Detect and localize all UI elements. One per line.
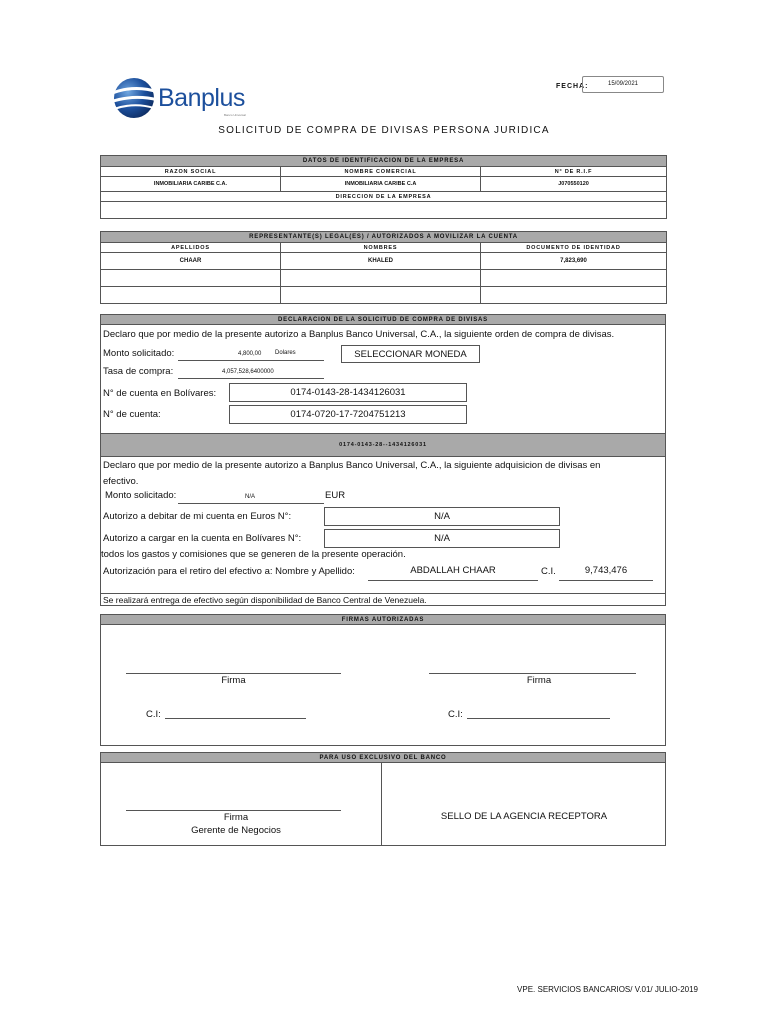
representantes-table bbox=[100, 231, 667, 304]
nombres-field[interactable] bbox=[281, 287, 481, 304]
apellidos-field[interactable]: CHAAR bbox=[101, 253, 281, 270]
entrega-note: Se realizará entrega de efectivo según disponibilidad de Banco Central de Venezuela. bbox=[103, 595, 427, 605]
retiro-ci-field[interactable]: 9,743,476 bbox=[559, 565, 653, 581]
ci-label-right: C.I: bbox=[448, 709, 463, 720]
table-row bbox=[101, 253, 667, 270]
footer-text: VPE. SERVICIOS BANCARIOS/ V.01/ JULIO-2019 bbox=[517, 985, 698, 994]
column-header: NOMBRES bbox=[281, 243, 481, 253]
direccion-label: DIRECCION DE LA EMPRESA bbox=[101, 192, 667, 202]
direccion-field[interactable] bbox=[101, 202, 667, 219]
efectivo-text-line2: efectivo. bbox=[103, 476, 139, 487]
banplus-logo bbox=[106, 74, 246, 122]
nombre-comercial-field[interactable]: INMOBILIARIA CARIBE C.A bbox=[281, 177, 481, 192]
column-header: DOCUMENTO DE IDENTIDAD bbox=[481, 243, 667, 253]
documento-field[interactable]: 7,823,690 bbox=[481, 253, 667, 270]
cargar-field[interactable]: N/A bbox=[324, 529, 560, 548]
seleccionar-moneda-button[interactable]: SELECCIONAR MONEDA bbox=[341, 345, 480, 363]
firma-line-right[interactable] bbox=[429, 673, 636, 674]
tasa-value: 4,057,528,6400000 bbox=[222, 369, 274, 375]
fecha-label: FECHA: bbox=[556, 83, 589, 90]
firma-label-left: Firma bbox=[221, 675, 246, 686]
documento-field[interactable] bbox=[481, 270, 667, 287]
column-header: APELLIDOS bbox=[101, 243, 281, 253]
documento-field[interactable] bbox=[481, 287, 667, 304]
monto-unit: Dolares bbox=[275, 350, 296, 356]
nombres-field[interactable] bbox=[281, 270, 481, 287]
column-header: N° DE R.I.F bbox=[481, 167, 667, 177]
cuenta-label: N° de cuenta: bbox=[103, 409, 161, 420]
tasa-label: Tasa de compra: bbox=[103, 366, 174, 377]
cargar-label: Autorizo a cargar en la cuenta en Bolívares N°: bbox=[103, 533, 302, 544]
logo-text: Banplus bbox=[158, 84, 245, 112]
firmas-section-title: FIRMAS AUTORIZADAS bbox=[100, 614, 666, 625]
cuenta-summary-bar: 0174-0143-28--1434126031 bbox=[100, 433, 666, 457]
cuenta-bs-field[interactable]: 0174-0143-28-1434126031 bbox=[229, 383, 467, 402]
empresa-section-title: DATOS DE IDENTIFICACION DE LA EMPRESA bbox=[101, 156, 667, 167]
ci-field-right[interactable] bbox=[467, 706, 610, 719]
gerente-firma-line[interactable] bbox=[126, 810, 341, 811]
nombres-field[interactable]: KHALED bbox=[281, 253, 481, 270]
empresa-table bbox=[100, 155, 667, 219]
cuenta-field[interactable]: 0174-0720-17-7204751213 bbox=[229, 405, 467, 424]
fecha-field[interactable]: 15/09/2021 bbox=[582, 76, 664, 93]
ci-label-left: C.I: bbox=[146, 709, 161, 720]
sello-label: SELLO DE LA AGENCIA RECEPTORA bbox=[440, 811, 608, 822]
column-header: RAZON SOCIAL bbox=[101, 167, 281, 177]
declaracion-text: Declaro que por medio de la presente autorizo a Banplus Banco Universal, C.A., la siguiente orden de compra de divisas. bbox=[103, 329, 615, 340]
debitar-field[interactable]: N/A bbox=[324, 507, 560, 526]
column-header: NOMBRE COMERCIAL bbox=[281, 167, 481, 177]
retiro-ci-label: C.I. bbox=[541, 566, 556, 577]
apellidos-field[interactable] bbox=[101, 270, 281, 287]
efectivo-monto-label: Monto solicitado: bbox=[105, 490, 177, 501]
razon-social-field[interactable]: INMOBILIARIA CARIBE C.A. bbox=[101, 177, 281, 192]
rif-field[interactable]: J070550120 bbox=[481, 177, 667, 192]
apellidos-field[interactable] bbox=[101, 287, 281, 304]
divider bbox=[100, 593, 666, 594]
monto-value: 4,800,00 bbox=[238, 351, 262, 357]
gerente-firma-label: Firma bbox=[223, 812, 249, 823]
page-title: SOLICITUD DE COMPRA DE DIVISAS PERSONA JURIDICA bbox=[218, 125, 550, 136]
efectivo-monto-unit: EUR bbox=[325, 490, 346, 501]
gastos-text: todos los gastos y comisiones que se generen de la presente operación. bbox=[101, 549, 406, 560]
representantes-section-title: REPRESENTANTE(S) LEGAL(ES) / AUTORIZADOS A MOVILIZAR LA CUENTA bbox=[101, 232, 667, 243]
declaracion-section-title: DECLARACION DE LA SOLICITUD DE COMPRA DE DIVISAS bbox=[100, 314, 666, 325]
retiro-nombre-field[interactable]: ABDALLAH CHAAR bbox=[368, 565, 538, 581]
efectivo-monto-value: N/A bbox=[245, 494, 256, 500]
monto-label: Monto solicitado: bbox=[103, 348, 175, 359]
logo-subtext: Banco Universal bbox=[224, 113, 246, 117]
firma-line-left[interactable] bbox=[126, 673, 341, 674]
banco-divider bbox=[381, 763, 382, 846]
table-row bbox=[101, 287, 667, 304]
retiro-label: Autorización para el retiro del efectivo a: Nombre y Apellido: bbox=[103, 566, 355, 577]
table-row bbox=[101, 270, 667, 287]
debitar-label: Autorizo a debitar de mi cuenta en Euros N°: bbox=[103, 511, 292, 522]
cuenta-bs-label: N° de cuenta en Bolívares: bbox=[103, 388, 217, 399]
efectivo-text-line1: Declaro que por medio de la presente autorizo a Banplus Banco Universal, C.A., la siguiente adquisicion de divisas en bbox=[103, 460, 601, 471]
ci-field-left[interactable] bbox=[165, 706, 306, 719]
banco-section-title: PARA USO EXCLUSIVO DEL BANCO bbox=[100, 752, 666, 763]
firma-label-right: Firma bbox=[526, 675, 552, 686]
gerente-label: Gerente de Negocios bbox=[191, 825, 281, 836]
banplus-globe-icon bbox=[106, 74, 162, 122]
